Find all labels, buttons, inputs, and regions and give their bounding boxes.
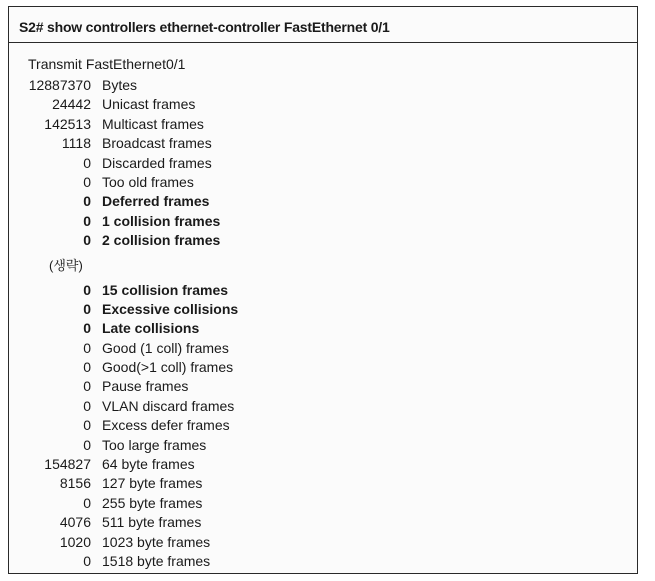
counter-row	[9, 513, 637, 532]
output-panel	[8, 6, 638, 574]
counter-label: Too old frames	[102, 173, 194, 190]
counter-label: Good(>1 coll) frames	[102, 359, 234, 376]
counter-row	[9, 319, 637, 338]
counter-value: 0	[83, 417, 91, 434]
counter-value: 0	[83, 154, 91, 171]
section-title: Transmit FastEthernet0/1	[28, 56, 186, 72]
counter-row	[9, 192, 637, 211]
counter-list	[9, 76, 637, 571]
counter-row	[9, 134, 637, 153]
counter-row	[9, 115, 637, 134]
counter-value: 1020	[59, 533, 91, 550]
counter-value: 0	[83, 494, 91, 511]
counter-label: 127 byte frames	[102, 475, 203, 492]
counter-value: 1118	[61, 135, 91, 152]
counter-value: 0	[83, 339, 91, 356]
counter-value: 0	[83, 193, 91, 210]
counter-row	[9, 455, 637, 474]
counter-value: 0	[83, 552, 91, 569]
counter-label: Unicast frames	[102, 96, 196, 113]
counter-label: 511 byte frames	[102, 514, 202, 531]
counter-label: Deferred frames	[102, 193, 210, 210]
counter-row	[9, 339, 637, 358]
counter-label: Multicast frames	[102, 115, 204, 132]
counter-row	[9, 377, 637, 396]
counter-label: 1 collision frames	[102, 212, 221, 229]
omitted-label: (생략)	[49, 257, 83, 273]
counter-label: 64 byte frames	[102, 456, 195, 473]
counter-value: 154827	[44, 456, 91, 473]
counter-value: 0	[83, 232, 91, 249]
counter-label: Good (1 coll) frames	[102, 339, 229, 356]
counter-value: 0	[83, 436, 91, 453]
counter-value: 12887370	[28, 77, 91, 93]
counter-label: 15 collision frames	[102, 281, 229, 298]
counter-row	[9, 416, 637, 435]
counter-label: 1023 byte frames	[102, 533, 211, 550]
counter-value: 24442	[52, 96, 91, 113]
counter-row	[9, 358, 637, 377]
counter-label: 255 byte frames	[102, 494, 203, 511]
counter-value: 8156	[59, 475, 91, 492]
counter-label: Late collisions	[102, 320, 200, 337]
counter-label: Pause frames	[102, 378, 189, 395]
counter-label: Bytes	[102, 77, 138, 93]
counter-row	[9, 281, 637, 300]
counter-value: 0	[83, 378, 91, 395]
command-line: S2# show controllers ethernet-controller FastEthernet 0/1	[19, 19, 390, 35]
counter-row	[9, 397, 637, 416]
counter-row	[9, 212, 637, 231]
counter-value: 0	[83, 359, 91, 376]
counter-label: Too large frames	[102, 436, 207, 453]
counter-row	[9, 533, 637, 552]
counter-label: 1518 byte frames	[102, 552, 211, 569]
counter-value: 0	[83, 320, 91, 337]
counter-label: Discarded frames	[102, 154, 212, 171]
counter-value: 0	[83, 281, 91, 298]
counter-row	[9, 95, 637, 114]
counter-value: 142513	[44, 115, 91, 132]
counter-row	[9, 76, 637, 95]
counter-row	[9, 231, 637, 250]
counter-value: 0	[83, 212, 91, 229]
counter-label: Broadcast frames	[102, 135, 212, 152]
counter-row	[9, 494, 637, 513]
header-divider	[9, 42, 637, 43]
counter-value: 4076	[59, 514, 91, 531]
counter-label: 2 collision frames	[102, 232, 221, 249]
counter-label: Excess defer frames	[102, 417, 230, 434]
counter-value: 0	[83, 173, 91, 190]
counter-value: 0	[83, 300, 91, 317]
counter-row	[9, 552, 637, 571]
counter-row	[9, 474, 637, 493]
counter-value: 0	[83, 397, 91, 414]
counter-row	[9, 154, 637, 173]
counter-label: VLAN discard frames	[102, 397, 235, 414]
counter-label: Excessive collisions	[102, 300, 239, 317]
counter-row	[9, 300, 637, 319]
counter-row	[9, 436, 637, 455]
counter-row	[9, 173, 637, 192]
omitted-note	[9, 251, 637, 281]
